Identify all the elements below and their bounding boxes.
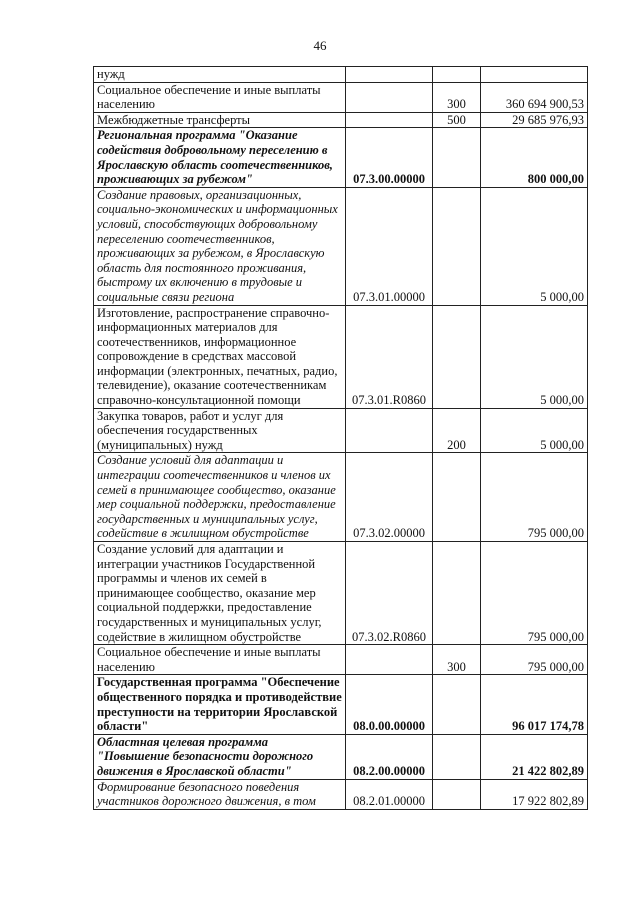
row-name-cell: Социальное обеспечение и иные выплаты населению <box>94 645 346 675</box>
table-row <box>94 645 588 675</box>
row-name-cell: Областная целевая программа "Повышение безопасности дорожного движения в Ярославской области" <box>94 734 346 779</box>
row-type-cell <box>433 542 481 645</box>
row-type-cell: 300 <box>433 645 481 675</box>
row-code-cell: 08.0.00.00000 <box>346 675 433 734</box>
table-row <box>94 305 588 408</box>
row-code-cell <box>346 112 433 128</box>
budget-table <box>93 66 588 810</box>
row-name-cell: Изготовление, распространение справочно-информационных материалов для соотечественников, информационное сопровождение в средствах массовой информации (электронных, печатных, радио, телевидение), оказание соотечественникам справочно-консультационной помощи <box>94 305 346 408</box>
row-code-cell: 07.3.01.00000 <box>346 187 433 305</box>
row-name-cell: Социальное обеспечение и иные выплаты населению <box>94 82 346 112</box>
row-amount-cell: 17 922 802,89 <box>481 779 588 809</box>
row-amount-cell: 21 422 802,89 <box>481 734 588 779</box>
row-amount-cell: 29 685 976,93 <box>481 112 588 128</box>
table-row <box>94 542 588 645</box>
row-type-cell: 200 <box>433 408 481 453</box>
row-code-cell <box>346 82 433 112</box>
page-number: 46 <box>313 38 327 53</box>
row-name-cell: Государственная программа "Обеспечение общественного порядка и противодействие преступности на территории Ярославской области" <box>94 675 346 734</box>
row-amount-cell: 5 000,00 <box>481 408 588 453</box>
row-code-cell: 08.2.01.00000 <box>346 779 433 809</box>
row-type-cell <box>433 779 481 809</box>
row-code-cell <box>346 645 433 675</box>
table-row <box>94 675 588 734</box>
row-name-cell: Формирование безопасного поведения участников дорожного движения, в том <box>94 779 346 809</box>
row-type-cell <box>433 453 481 542</box>
table-row <box>94 453 588 542</box>
table-row <box>94 187 588 305</box>
table-row <box>94 112 588 128</box>
row-code-cell <box>346 408 433 453</box>
row-amount-cell: 5 000,00 <box>481 305 588 408</box>
row-code-cell: 07.3.02.R0860 <box>346 542 433 645</box>
row-code-cell <box>346 67 433 83</box>
row-amount-cell: 96 017 174,78 <box>481 675 588 734</box>
table-row <box>94 128 588 187</box>
row-code-cell: 08.2.00.00000 <box>346 734 433 779</box>
row-amount-cell: 795 000,00 <box>481 645 588 675</box>
table-row <box>94 734 588 779</box>
table-row <box>94 67 588 83</box>
row-name-cell: Создание условий для адаптации и интеграции участников Государственной программы и членов их семей в принимающее сообщество, оказание мер социальной поддержки, предоставление государственных и муниципальных услуг, содействие в жилищном обустройстве <box>94 542 346 645</box>
row-code-cell: 07.3.02.00000 <box>346 453 433 542</box>
row-type-cell <box>433 675 481 734</box>
row-name-cell: нужд <box>94 67 346 83</box>
row-type-cell: 300 <box>433 82 481 112</box>
row-type-cell <box>433 734 481 779</box>
row-amount-cell: 795 000,00 <box>481 542 588 645</box>
row-type-cell <box>433 305 481 408</box>
row-name-cell: Закупка товаров, работ и услуг для обеспечения государственных (муниципальных) нужд <box>94 408 346 453</box>
row-type-cell <box>433 187 481 305</box>
row-type-cell <box>433 67 481 83</box>
row-type-cell <box>433 128 481 187</box>
row-name-cell: Региональная программа "Оказание содействия добровольному переселению в Ярославскую область соотечественников, проживающих за рубежом" <box>94 128 346 187</box>
row-name-cell: Создание правовых, организационных, социально-экономических и информационных условий, способствующих добровольному переселению соотечественников, проживающих за рубежом, в Ярославскую область для постоянного проживания, быстрому их включению в трудовые и социальные связи региона <box>94 187 346 305</box>
row-amount-cell <box>481 67 588 83</box>
row-amount-cell: 360 694 900,53 <box>481 82 588 112</box>
table-row <box>94 82 588 112</box>
table-row <box>94 408 588 453</box>
row-name-cell: Создание условий для адаптации и интеграции соотечественников и членов их семей в принимающее сообщество, оказание мер социальной поддержки, предоставление государственных и муниципальных услуг, содействие в жилищном обустройстве <box>94 453 346 542</box>
row-code-cell: 07.3.01.R0860 <box>346 305 433 408</box>
row-amount-cell: 800 000,00 <box>481 128 588 187</box>
table-row <box>94 779 588 809</box>
row-amount-cell: 5 000,00 <box>481 187 588 305</box>
row-amount-cell: 795 000,00 <box>481 453 588 542</box>
row-name-cell: Межбюджетные трансферты <box>94 112 346 128</box>
row-code-cell: 07.3.00.00000 <box>346 128 433 187</box>
row-type-cell: 500 <box>433 112 481 128</box>
